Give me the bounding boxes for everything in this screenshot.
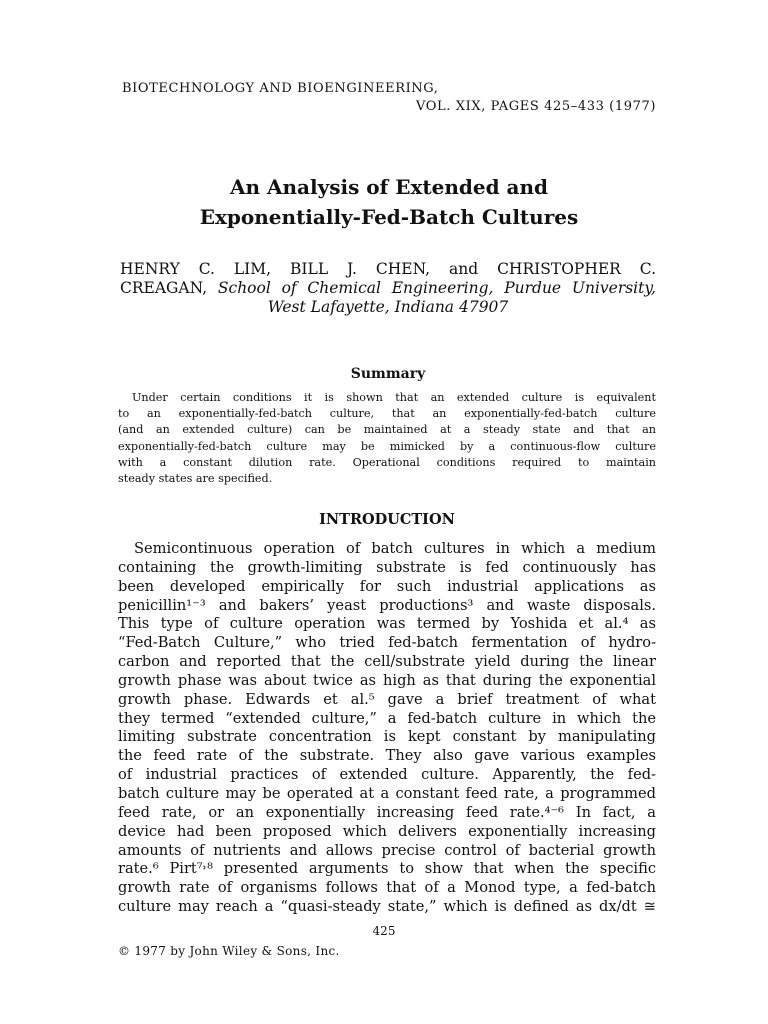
summary-line: steady states are specified. xyxy=(118,472,273,486)
journal-header xyxy=(122,80,656,116)
body-line: culture may reach a “quasi-steady state,” which is defined as dx/dt ≅ xyxy=(118,898,656,916)
author-last-name: CREAGAN, xyxy=(120,279,218,297)
body-line: amounts of nutrients and allows precise control of bacterial growth xyxy=(118,841,656,859)
body-line: “Fed-Batch Culture,” who tried fed-batch fermentation of hydro- xyxy=(118,634,656,652)
introduction-heading: INTRODUCTION xyxy=(319,511,455,528)
article-title xyxy=(100,172,678,232)
summary-line: to an exponentially-fed-batch culture, that an exponentially-fed-batch culture xyxy=(118,407,656,421)
body-line: of industrial practices of extended culture. Apparently, the fed- xyxy=(118,766,656,784)
body-line: growth rate of organisms follows that of a Monod type, a fed-batch xyxy=(118,879,656,897)
body-line: penicillin¹⁻³ and bakers’ yeast productions³ and waste disposals. xyxy=(118,596,656,614)
body-line: device had been proposed which delivers exponentially increasing xyxy=(118,822,656,840)
affiliation-address: West Lafayette, Indiana 47907 xyxy=(267,298,509,316)
author-names: HENRY C. LIM, BILL J. CHEN, and CHRISTOPHER C. xyxy=(120,260,656,278)
affiliation: School of Chemical Engineering, Purdue University, xyxy=(217,279,656,297)
article-title-line-2: Exponentially-Fed-Batch Cultures xyxy=(199,205,579,229)
body-line: been developed empirically for such industrial applications as xyxy=(118,577,656,595)
body-line: batch culture may be operated at a constant feed rate, a programmed xyxy=(118,784,656,802)
body-line: growth phase. Edwards et al.⁵ gave a brief treatment of what xyxy=(118,690,656,708)
introduction-text xyxy=(118,540,656,917)
journal-name: BIOTECHNOLOGY AND BIOENGINEERING, xyxy=(122,81,439,96)
page-number: 425 xyxy=(372,924,396,938)
body-line: rate.⁶ Pirt⁷˒⁸ presented arguments to show that when the specific xyxy=(118,860,656,878)
body-line: containing the growth-limiting substrate is fed continuously has xyxy=(118,558,656,576)
body-line: the feed rate of the substrate. They also gave various examples xyxy=(118,747,656,765)
summary-line: exponentially-fed-batch culture may be mimicked by a continuous-flow culture xyxy=(118,439,656,453)
body-line: limiting substrate concentration is kept constant by manipulating xyxy=(118,728,656,746)
body-line: growth phase was about twice as high as that during the exponential xyxy=(118,671,656,689)
copyright-notice: © 1977 by John Wiley & Sons, Inc. xyxy=(118,944,340,958)
summary-line: (and an extended culture) can be maintained at a steady state and that an xyxy=(118,423,656,437)
author-block xyxy=(120,260,656,317)
summary-text xyxy=(118,390,656,487)
body-line: feed rate, or an exponentially increasing feed rate.⁴⁻⁶ In fact, a xyxy=(118,803,656,821)
summary-line: Under certain conditions it is shown that an extended culture is equivalent xyxy=(132,391,656,404)
article-title-line-1: An Analysis of Extended and xyxy=(229,175,549,199)
body-line: This type of culture operation was termed by Yoshida et al.⁴ as xyxy=(118,615,656,633)
body-line: Semicontinuous operation of batch cultures in which a medium xyxy=(134,540,656,557)
body-line: they termed “extended culture,” a fed-batch culture in which the xyxy=(118,709,656,727)
body-line: carbon and reported that the cell/substrate yield during the linear xyxy=(118,653,656,671)
summary-line: with a constant dilution rate. Operational conditions required to maintain xyxy=(118,455,656,469)
summary-heading: Summary xyxy=(350,366,426,382)
journal-volume: VOL. XIX, PAGES 425–433 (1977) xyxy=(416,99,656,114)
author-affiliation-line xyxy=(120,279,656,298)
